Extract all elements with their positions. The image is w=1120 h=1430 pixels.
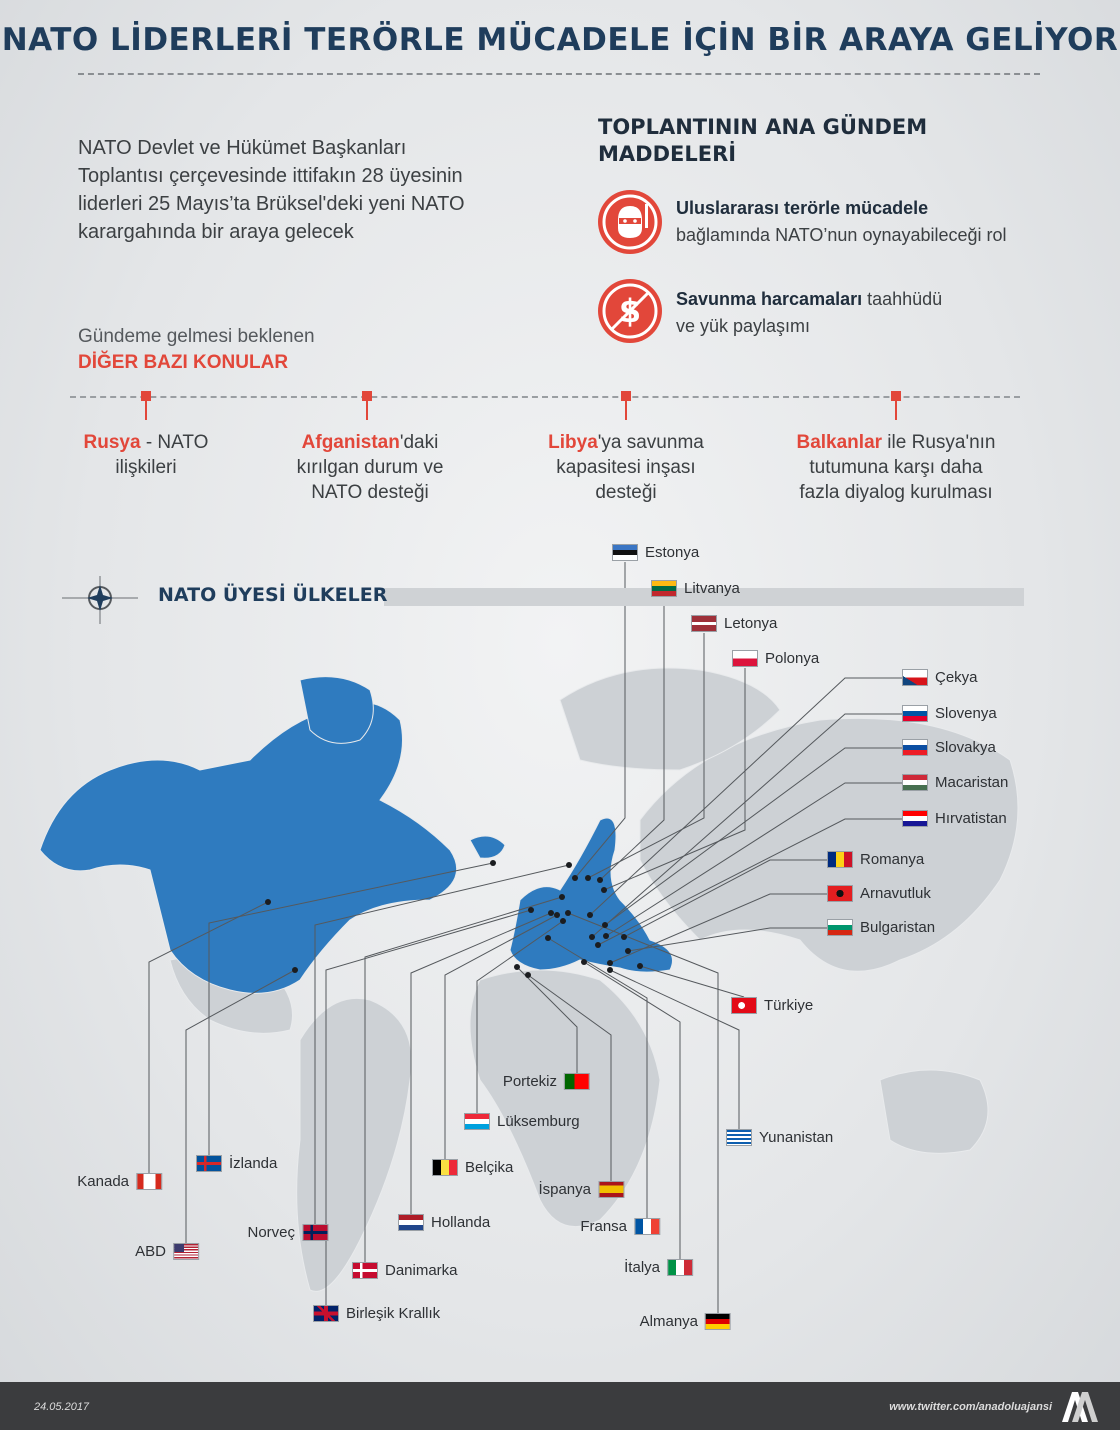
country-name: Türkiye bbox=[764, 997, 814, 1014]
title-divider bbox=[78, 73, 1040, 75]
country-name: Portekiz bbox=[502, 1073, 557, 1090]
south-america-shape bbox=[297, 998, 412, 1291]
compass-icon bbox=[62, 576, 138, 624]
flag-icon bbox=[726, 1129, 752, 1146]
country-dot bbox=[514, 964, 520, 970]
flag-icon bbox=[827, 885, 853, 902]
agenda-item-inline: taahhüdü bbox=[862, 289, 943, 309]
footer-date: 24.05.2017 bbox=[34, 1401, 90, 1413]
country-label bbox=[731, 997, 813, 1014]
country-label bbox=[902, 739, 996, 756]
country-name: Hırvatistan bbox=[935, 810, 1007, 827]
country-dot bbox=[560, 918, 566, 924]
country-name: Arnavutluk bbox=[860, 885, 931, 902]
country-name: Çekya bbox=[935, 669, 978, 686]
agenda-title-line: TOPLANTININ ANA GÜNDEM bbox=[598, 115, 928, 139]
country-dot bbox=[554, 912, 560, 918]
flag-icon bbox=[691, 615, 717, 632]
flag-icon bbox=[313, 1305, 339, 1322]
country-dot bbox=[581, 959, 587, 965]
country-label bbox=[902, 669, 978, 686]
country-name: Litvanya bbox=[684, 580, 740, 597]
country-dot bbox=[572, 875, 578, 881]
iceland-shape bbox=[470, 836, 505, 858]
australia-shape bbox=[880, 1070, 988, 1153]
topic-text: ilişkileri bbox=[115, 457, 177, 478]
topic-marker-line bbox=[625, 400, 627, 420]
country-dot bbox=[603, 933, 609, 939]
topic-highlight: Afganistan bbox=[301, 432, 400, 453]
flag-icon bbox=[651, 580, 677, 597]
topic-highlight: Libya bbox=[548, 432, 598, 453]
other-subtitle: Gündeme gelmesi beklenen bbox=[78, 326, 315, 347]
country-label bbox=[196, 1155, 277, 1172]
country-dot bbox=[587, 912, 593, 918]
flag-icon bbox=[902, 705, 928, 722]
intro-line: NATO Devlet ve Hükümet Başkanları bbox=[78, 137, 407, 159]
country-label bbox=[640, 1313, 731, 1330]
country-dot bbox=[292, 967, 298, 973]
agenda-item-rest: ve yük paylaşımı bbox=[676, 316, 811, 336]
country-label bbox=[464, 1113, 580, 1130]
flag-icon bbox=[196, 1155, 222, 1172]
flag-icon bbox=[827, 919, 853, 936]
country-name: Romanya bbox=[860, 851, 925, 868]
country-dot bbox=[589, 934, 595, 940]
country-dot bbox=[607, 967, 613, 973]
country-name: Almanya bbox=[639, 1313, 698, 1330]
flag-icon bbox=[705, 1313, 731, 1330]
country-dot bbox=[585, 875, 591, 881]
flag-icon bbox=[136, 1173, 162, 1190]
topic-balkans bbox=[766, 430, 1026, 505]
country-dot bbox=[607, 960, 613, 966]
topic-marker-line bbox=[895, 400, 897, 420]
country-label bbox=[651, 580, 740, 597]
flag-icon bbox=[464, 1113, 490, 1130]
flag-icon bbox=[398, 1214, 424, 1231]
country-label bbox=[732, 650, 819, 667]
country-dot bbox=[490, 860, 496, 866]
country-label bbox=[313, 1305, 440, 1322]
svg-text:$: $ bbox=[618, 292, 642, 330]
flag-icon bbox=[173, 1243, 199, 1260]
country-label bbox=[624, 1259, 693, 1276]
country-name: Belçika bbox=[465, 1159, 514, 1176]
country-label bbox=[902, 810, 1007, 827]
country-dot bbox=[528, 907, 534, 913]
intro-text bbox=[78, 134, 528, 246]
topic-text: desteği bbox=[595, 482, 657, 503]
country-name: ABD bbox=[135, 1243, 166, 1260]
flag-icon bbox=[352, 1262, 378, 1279]
agenda-title-line: MADDELERİ bbox=[598, 142, 737, 166]
country-dot bbox=[265, 899, 271, 905]
country-name: İtalya bbox=[624, 1259, 660, 1276]
intro-line: liderleri 25 Mayıs’ta Brüksel'deki yeni NATO bbox=[78, 193, 465, 215]
country-name: Slovenya bbox=[935, 705, 997, 722]
flag-icon bbox=[302, 1224, 328, 1241]
country-name: İzlanda bbox=[229, 1155, 278, 1172]
country-name: Fransa bbox=[580, 1218, 627, 1235]
flag-icon bbox=[731, 997, 757, 1014]
flag-icon bbox=[432, 1159, 458, 1176]
topic-highlight: Balkanlar bbox=[796, 432, 883, 453]
topic-highlight: Rusya bbox=[83, 432, 141, 453]
topic-marker-line bbox=[145, 400, 147, 420]
topic-libya bbox=[506, 430, 746, 505]
country-label bbox=[432, 1159, 513, 1176]
agenda-item-bold: Savunma harcamaları bbox=[676, 289, 863, 309]
agenda-item-rest: bağlamında NATO’nun oynayabileceği rol bbox=[676, 225, 1007, 245]
country-name: Kanada bbox=[77, 1173, 129, 1190]
country-label bbox=[827, 919, 935, 936]
country-name: Birleşik Krallık bbox=[346, 1305, 441, 1322]
flag-icon bbox=[902, 774, 928, 791]
country-name: Polonya bbox=[765, 650, 820, 667]
country-label bbox=[538, 1181, 624, 1198]
country-label bbox=[503, 1073, 590, 1090]
flag-icon bbox=[902, 810, 928, 827]
intro-line: karargahında bir araya gelecek bbox=[78, 221, 354, 243]
flag-icon bbox=[564, 1073, 590, 1090]
country-dot bbox=[601, 887, 607, 893]
agenda-item-terror bbox=[676, 195, 1056, 249]
flag-icon bbox=[612, 544, 638, 561]
flag-icon bbox=[902, 739, 928, 756]
topic-text: kırılgan durum ve bbox=[296, 457, 444, 478]
country-label bbox=[902, 705, 997, 722]
country-label bbox=[827, 885, 931, 902]
country-label bbox=[580, 1218, 660, 1235]
flag-icon bbox=[634, 1218, 660, 1235]
country-label bbox=[398, 1214, 490, 1231]
members-title: NATO ÜYESİ ÜLKELER bbox=[158, 584, 388, 606]
topic-text: 'daki bbox=[399, 432, 439, 453]
country-label bbox=[247, 1224, 328, 1241]
country-dot bbox=[621, 934, 627, 940]
agenda-item-bold: Uluslararası terörle mücadele bbox=[676, 198, 929, 218]
country-dot bbox=[597, 877, 603, 883]
country-dot bbox=[559, 894, 565, 900]
country-label bbox=[352, 1262, 458, 1279]
country-name: Lüksemburg bbox=[497, 1113, 580, 1130]
country-name: Macaristan bbox=[935, 774, 1009, 791]
country-name: Danimarka bbox=[385, 1262, 458, 1279]
country-name: Norveç bbox=[247, 1224, 295, 1241]
terrorist-icon bbox=[598, 190, 662, 254]
topic-text: 'ya savunma bbox=[597, 432, 704, 453]
agenda-title bbox=[598, 114, 958, 168]
country-label bbox=[726, 1129, 833, 1146]
topic-text: ile Rusya'nın bbox=[882, 432, 996, 453]
leader-line bbox=[640, 966, 744, 997]
topic-afghanistan bbox=[250, 430, 490, 505]
topic-text: fazla diyalog kurulması bbox=[799, 482, 993, 503]
country-dot bbox=[602, 922, 608, 928]
country-label bbox=[135, 1243, 199, 1260]
country-name: Hollanda bbox=[431, 1214, 491, 1231]
country-label bbox=[691, 615, 777, 632]
country-dot bbox=[548, 910, 554, 916]
country-dot bbox=[545, 935, 551, 941]
country-dot bbox=[566, 862, 572, 868]
topic-russia bbox=[26, 430, 266, 480]
country-dot bbox=[637, 963, 643, 969]
topic-text: NATO desteği bbox=[311, 482, 429, 503]
flag-icon bbox=[827, 851, 853, 868]
aa-logo-icon bbox=[1060, 1388, 1098, 1429]
flag-icon bbox=[667, 1259, 693, 1276]
country-dot bbox=[525, 972, 531, 978]
country-name: Estonya bbox=[645, 544, 700, 561]
footer-twitter: www.twitter.com/anadoluajansi bbox=[889, 1401, 1052, 1413]
topics-divider bbox=[70, 396, 1020, 398]
country-label bbox=[902, 774, 1008, 791]
topic-marker-line bbox=[366, 400, 368, 420]
country-dot bbox=[625, 948, 631, 954]
country-name: İspanya bbox=[538, 1181, 591, 1198]
country-name: Bulgaristan bbox=[860, 919, 936, 936]
country-name: Yunanistan bbox=[759, 1129, 834, 1146]
country-name: Letonya bbox=[724, 615, 778, 632]
topic-text: - NATO bbox=[140, 432, 209, 453]
page-title: NATO LİDERLERİ TERÖRLE MÜCADELE İÇİN BİR ARAYA GELİYOR bbox=[1, 22, 1119, 58]
country-dot bbox=[595, 942, 601, 948]
flag-icon bbox=[598, 1181, 624, 1198]
other-heading: DİĞER BAZI KONULAR bbox=[78, 352, 289, 373]
country-label bbox=[612, 544, 699, 561]
country-name: Slovakya bbox=[935, 739, 996, 756]
topic-text: kapasitesi inşası bbox=[556, 457, 696, 478]
topic-text: tutumuna karşı daha bbox=[809, 457, 983, 478]
agenda-item-defense bbox=[676, 286, 1056, 340]
flag-icon bbox=[732, 650, 758, 667]
flag-icon bbox=[902, 669, 928, 686]
country-label bbox=[77, 1173, 162, 1190]
dollar-icon bbox=[598, 279, 662, 343]
intro-line: Toplantısı çerçevesinde ittifakın 28 üyesinin bbox=[78, 165, 463, 187]
country-label bbox=[827, 851, 924, 868]
country-dot bbox=[565, 910, 571, 916]
